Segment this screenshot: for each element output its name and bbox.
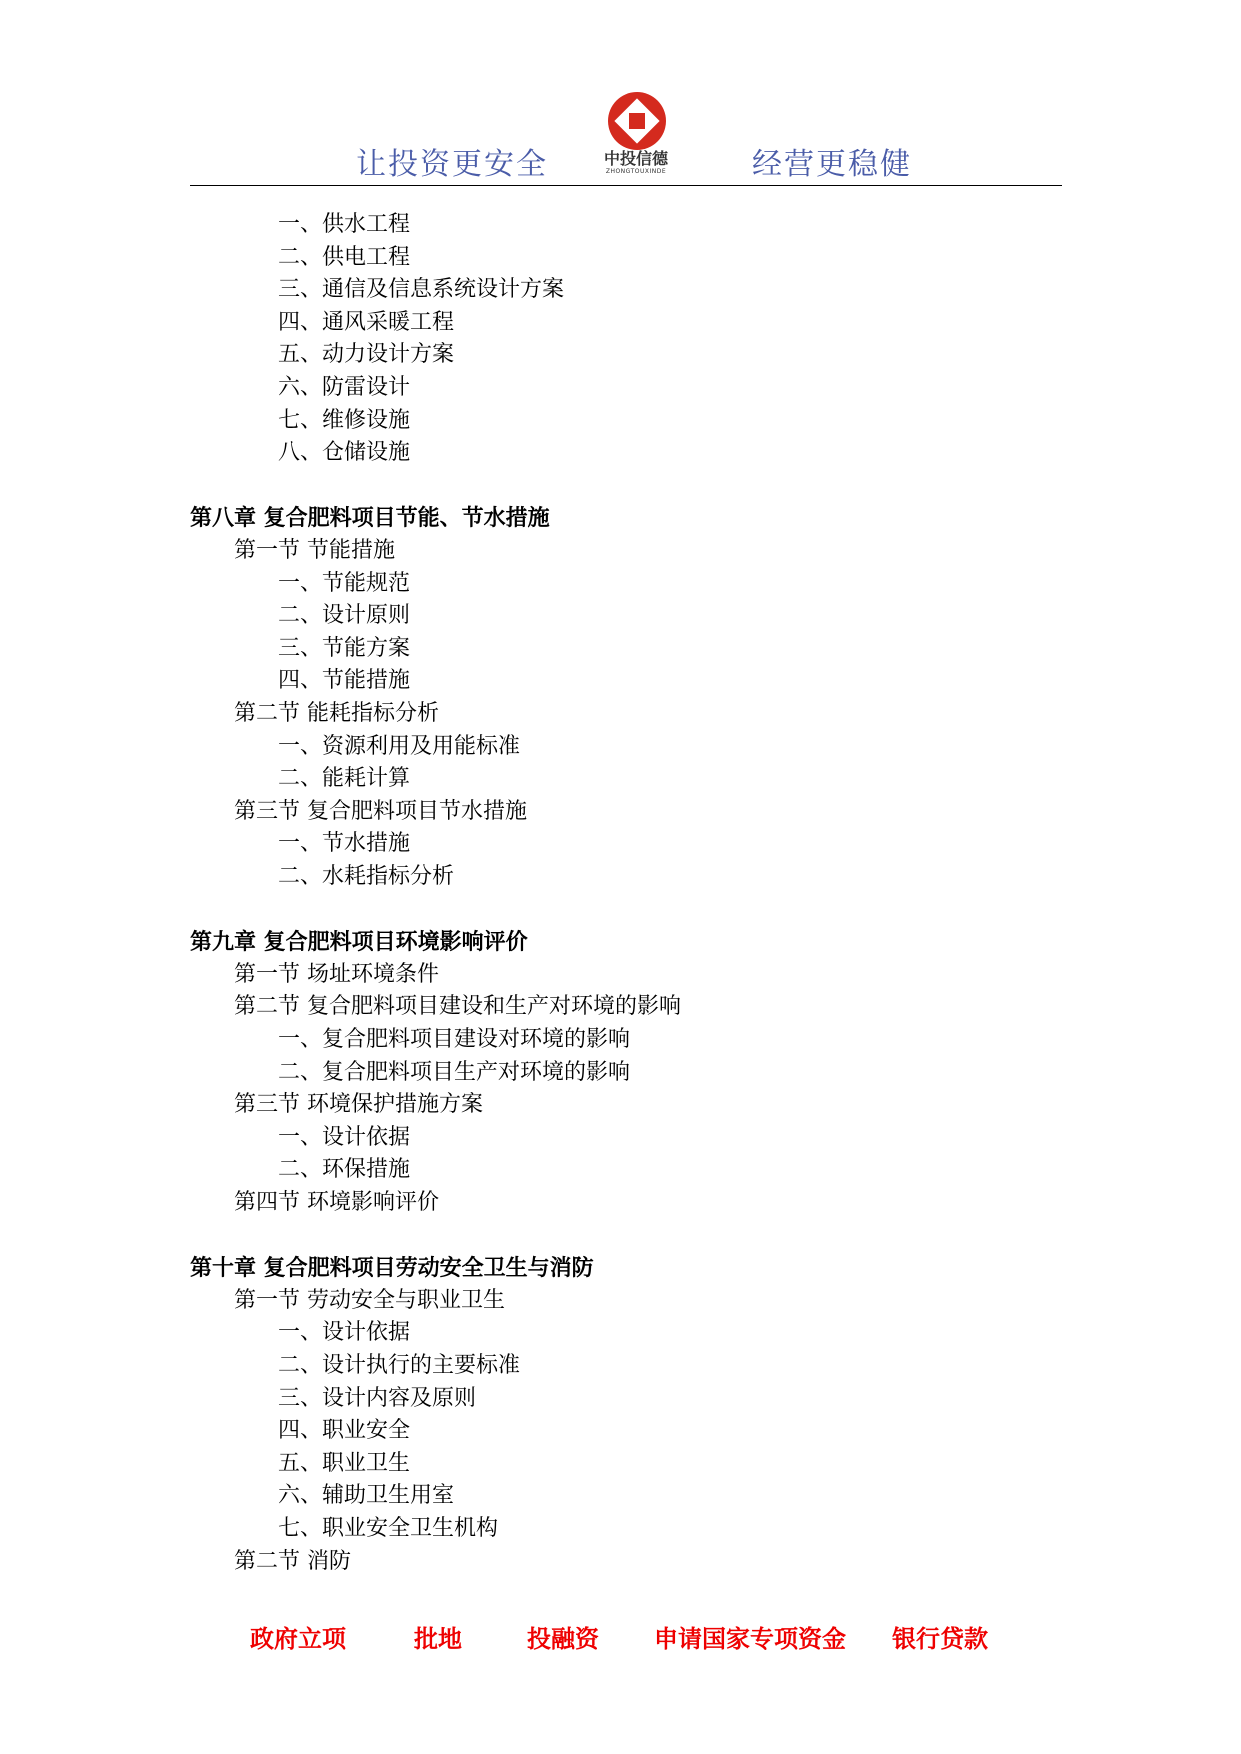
slogan-left: 让投资更安全: [356, 147, 548, 182]
toc-item: 八、仓储设施: [278, 440, 411, 466]
toc-item: 一、节能规范: [278, 570, 411, 596]
logo-subtext: ZHONGTOUXINDE: [605, 168, 667, 175]
toc-section: 第三节 环境保护措施方案: [234, 1092, 483, 1118]
toc-item: 二、复合肥料项目生产对环境的影响: [278, 1059, 631, 1085]
page-header: [0, 0, 1241, 190]
toc-item: 五、动力设计方案: [278, 342, 455, 368]
toc-chapter: 第十章 复合肥料项目劳动安全卫生与消防: [190, 1255, 594, 1282]
toc-section: 第一节 劳动安全与职业卫生: [234, 1287, 505, 1313]
toc-item: 一、复合肥料项目建设对环境的影响: [278, 1027, 631, 1052]
toc-chapter: 第九章 复合肥料项目环境影响评价: [190, 929, 528, 956]
toc-section: 第二节 能耗指标分析: [234, 701, 439, 726]
toc-item: 四、职业安全: [278, 1418, 411, 1444]
toc-item: 二、水耗指标分析: [278, 864, 455, 889]
toc-chapter: 第八章 复合肥料项目节能、节水措施: [190, 505, 550, 532]
toc-item: 四、节能措施: [278, 668, 411, 694]
page-footer: [0, 1622, 1241, 1662]
toc-item: 三、节能方案: [278, 635, 411, 661]
toc-item: 二、设计执行的主要标准: [278, 1353, 521, 1378]
toc-item: 一、供水工程: [278, 212, 411, 237]
toc-item: 三、设计内容及原则: [278, 1385, 477, 1411]
toc-item: 二、环保措施: [278, 1157, 411, 1183]
toc-section: 第三节 复合肥料项目节水措施: [234, 798, 527, 824]
slogan-right: 经营更稳健: [752, 147, 912, 182]
toc-item: 二、能耗计算: [278, 766, 411, 792]
toc-section: 第二节 复合肥料项目建设和生产对环境的影响: [234, 994, 681, 1020]
company-logo-icon: [608, 92, 666, 150]
toc-section: 第一节 节能措施: [234, 538, 395, 563]
footer-link[interactable]: 银行贷款: [892, 1625, 988, 1653]
toc-item: 一、设计依据: [278, 1124, 411, 1150]
toc-item: 三、通信及信息系统设计方案: [278, 277, 565, 303]
toc-section: 第二节 消防: [234, 1548, 351, 1574]
logo-brand-text: 中投信德: [603, 149, 668, 168]
toc-item: 一、资源利用及用能标准: [278, 733, 521, 759]
toc-item: 七、维修设施: [278, 407, 411, 433]
toc-item: 五、职业卫生: [278, 1450, 411, 1476]
toc-item: 七、职业安全卫生机构: [278, 1516, 499, 1541]
toc-item: 六、辅助卫生用室: [278, 1483, 455, 1509]
footer-link[interactable]: 申请国家专项资金: [654, 1625, 846, 1653]
toc-section: 第四节 环境影响评价: [234, 1190, 439, 1215]
footer-link[interactable]: 批地: [414, 1625, 462, 1653]
toc-section: 第一节 场址环境条件: [234, 961, 439, 987]
toc-item: 六、防雷设计: [278, 375, 411, 400]
toc-item: 二、供电工程: [278, 244, 411, 270]
header-divider: [190, 185, 1062, 186]
toc-item: 四、通风采暖工程: [278, 309, 455, 335]
toc-item: 二、设计原则: [278, 603, 411, 629]
toc-item: 一、设计依据: [278, 1320, 411, 1346]
toc-item: 一、节水措施: [278, 831, 411, 857]
footer-link[interactable]: 投融资: [527, 1625, 599, 1653]
footer-link[interactable]: 政府立项: [250, 1625, 346, 1653]
